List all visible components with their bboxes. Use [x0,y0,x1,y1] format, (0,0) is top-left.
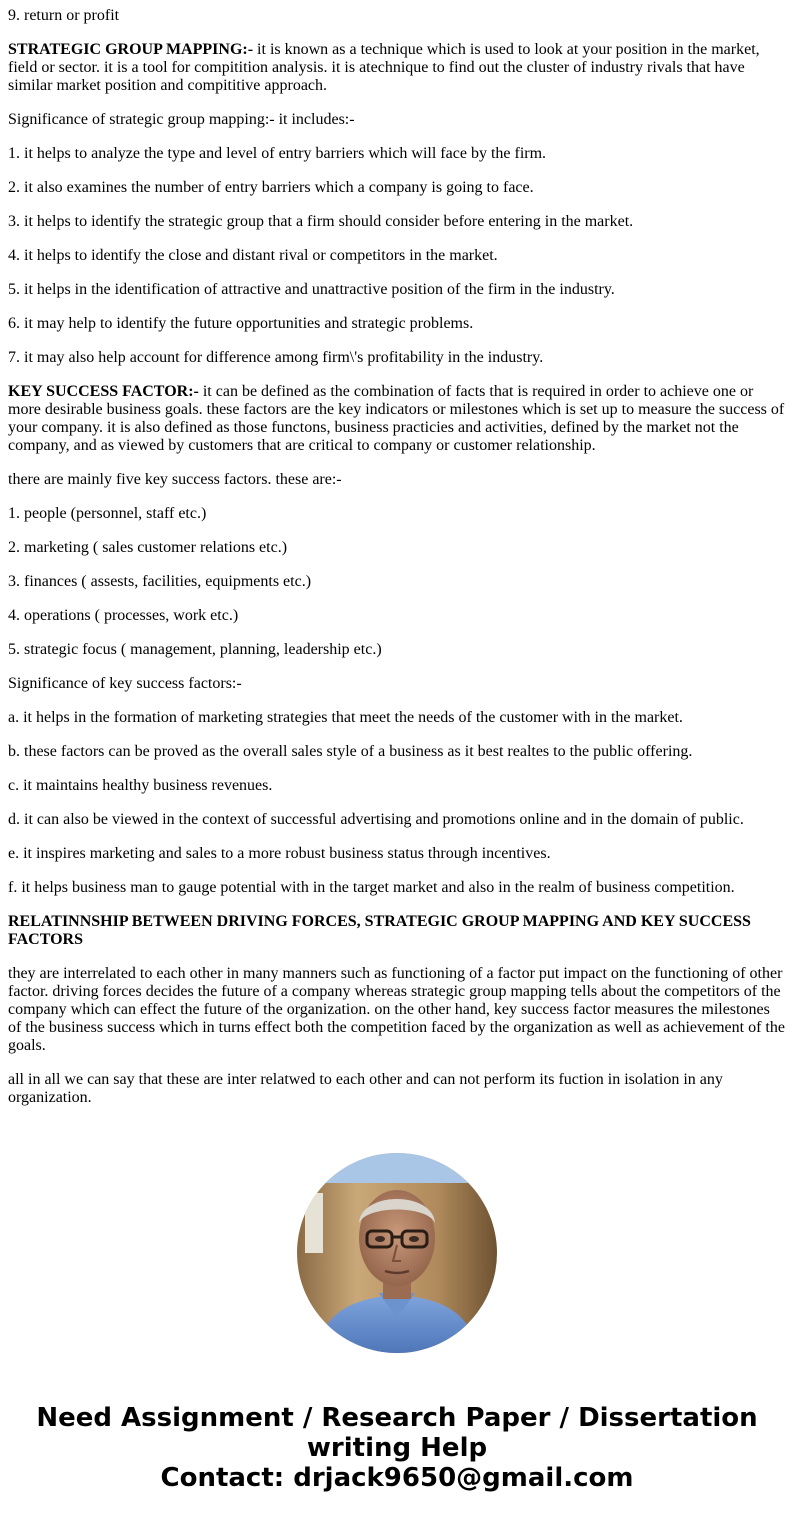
list-item: c. it maintains healthy business revenues. [8,777,273,794]
list-item: b. these factors can be proved as the overall sales style of a business as it best realtes to the public offering. [8,743,693,760]
contact-banner [0,1403,794,1493]
list-item: 5. strategic focus ( management, planning, leadership etc.) [8,641,382,658]
strategic-group-paragraph [8,41,786,95]
strategic-group-heading: STRATEGIC GROUP MAPPING:- [8,41,254,58]
list-item: 5. it helps in the identification of attractive and unattractive position of the firm in the industry. [8,281,615,298]
list-item: f. it helps business man to gauge potential with in the target market and also in the realm of business competition. [8,879,735,896]
list-item: 2. it also examines the number of entry barriers which a company is going to face. [8,179,534,196]
key-success-factors-intro: there are mainly five key success factors. these are:- [8,471,342,488]
list-item: a. it helps in the formation of marketing strategies that meet the needs of the customer with in the market. [8,709,683,726]
relationship-text: they are interrelated to each other in many manners such as functioning of a factor put impact on the functioning of other factor. driving forces decides the future of a company whereas strategic group mapping tells about the competitors of the company which can effect the future of the organization. on the other hand, key success factor measures the milestones of the business success which in turns effect both the competition faced by the organization as well as achievement of the goals. [8,965,785,1054]
avatar-photo [297,1153,497,1353]
document-body [8,7,786,1123]
list-item: 3. finances ( assests, facilities, equipments etc.) [8,573,312,590]
key-success-heading: KEY SUCCESS FACTOR:- [8,383,199,400]
author-avatar [297,1153,497,1353]
strategic-group-text: it is known as a technique which is used to look at your position in the market, field or sector. it is a tool for compitition analysis. it is atechnique to find out the cluster of industry rivals that have similar market position and compititive approach. [8,41,760,94]
list-item: 4. operations ( processes, work etc.) [8,607,239,624]
key-success-significance-title: Significance of key success factors:- [8,675,242,692]
banner-line-1: Need Assignment / Research Paper / Dissertation [36,1403,758,1433]
contact-email[interactable]: Contact: drjack9650@gmail.com [160,1463,634,1493]
list-item: d. it can also be viewed in the context of successful advertising and promotions online and in the domain of public. [8,811,744,828]
list-item: 1. it helps to analyze the type and level of entry barriers which will face by the firm. [8,145,547,162]
list-item: 7. it may also help account for difference among firm\'s profitability in the industry. [8,349,544,366]
list-item: 4. it helps to identify the close and distant rival or competitors in the market. [8,247,498,264]
relationship-heading: RELATINNSHIP BETWEEN DRIVING FORCES, STRATEGIC GROUP MAPPING AND KEY SUCCESS FACTORS [8,913,751,948]
list-item: 1. people (personnel, staff etc.) [8,505,207,522]
key-success-text: it can be defined as the combination of facts that is required in order to achieve one or more desirable business goals. these factors are the key indicators or milestones which is set up to measure the success of your company. it is also defined as those functons, business practicies and activities, defined by the market not the company, and as viewed by customers that are critical to company or customer relationship. [8,383,785,454]
list-item: 6. it may help to identify the future opportunities and strategic problems. [8,315,474,332]
intro-line: 9. return or profit [8,7,120,24]
strategic-group-significance-title: Significance of strategic group mapping:- it includes:- [8,111,355,128]
list-item: 3. it helps to identify the strategic group that a firm should consider before entering in the market. [8,213,634,230]
key-success-paragraph [8,383,786,455]
relationship-conclusion: all in all we can say that these are inter relatwed to each other and can not perform its fuction in isolation in any organization. [8,1071,723,1106]
list-item: e. it inspires marketing and sales to a more robust business status through incentives. [8,845,551,862]
banner-line-2: writing Help [306,1433,488,1463]
list-item: 2. marketing ( sales customer relations etc.) [8,539,288,556]
